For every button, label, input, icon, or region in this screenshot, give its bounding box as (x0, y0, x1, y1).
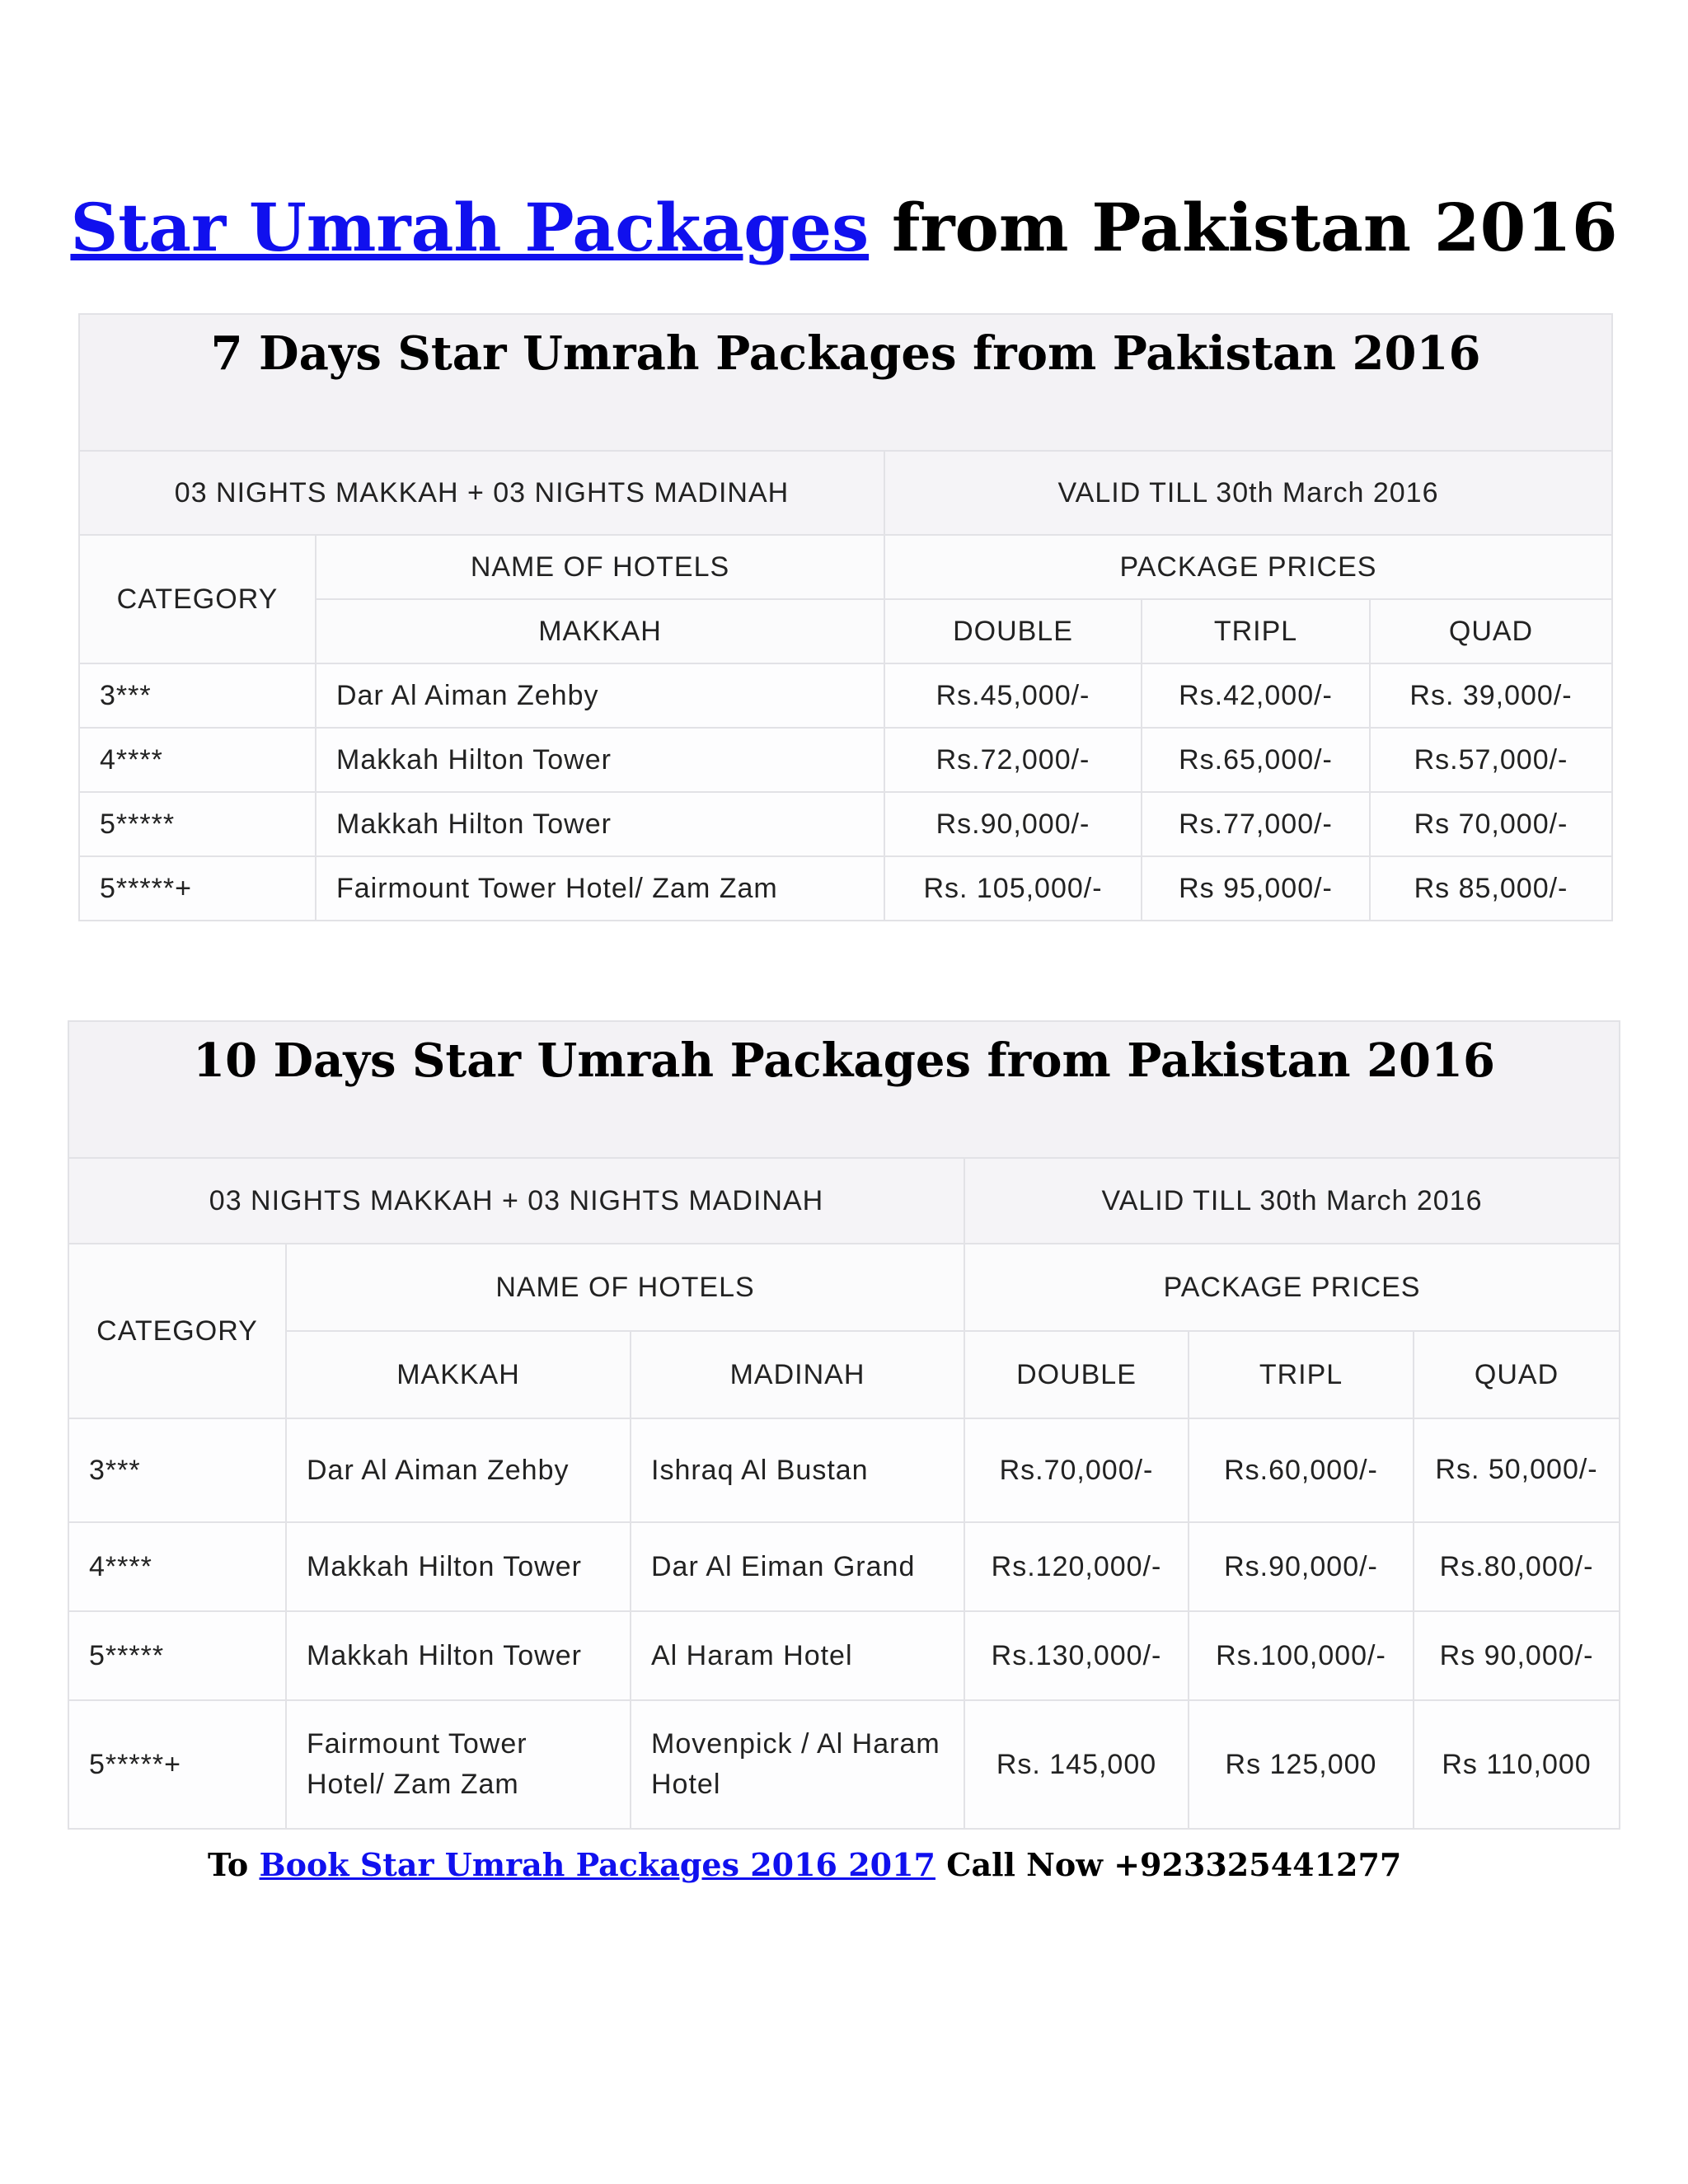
category-header: CATEGORY (79, 535, 316, 663)
table-10-days (68, 1020, 1620, 1830)
table-row (68, 1611, 1620, 1700)
category-cell: 5*****+ (79, 856, 316, 921)
quad-price-cell: Rs 90,000/- (1414, 1611, 1620, 1700)
category-cell: 4**** (79, 728, 316, 792)
madinah-hotel-cell: Al Haram Hotel (631, 1611, 964, 1700)
hotels-header: NAME OF HOTELS (316, 535, 884, 599)
makkah-hotel-cell: Fairmount Tower Hotel/ Zam Zam (286, 1700, 631, 1829)
prices-header: PACKAGE PRICES (964, 1244, 1620, 1331)
table-row (68, 1700, 1620, 1829)
madinah-header: MADINAH (631, 1331, 964, 1418)
madinah-hotel-cell: Dar Al Eiman Grand (631, 1522, 964, 1611)
quad-price-cell: Rs 70,000/- (1370, 792, 1612, 856)
category-header: CATEGORY (68, 1244, 286, 1418)
nights-label: 03 NIGHTS MAKKAH + 03 NIGHTS MADINAH (79, 451, 884, 535)
double-price-cell: Rs.130,000/- (964, 1611, 1189, 1700)
double-price-cell: Rs.90,000/- (884, 792, 1142, 856)
quad-price-cell: Rs.80,000/- (1414, 1522, 1620, 1611)
category-cell: 5***** (79, 792, 316, 856)
table-row (68, 1522, 1620, 1611)
category-cell: 5*****+ (68, 1700, 286, 1829)
makkah-hotel-cell: Makkah Hilton Tower (286, 1522, 631, 1611)
makkah-hotel-cell: Dar Al Aiman Zehby (286, 1418, 631, 1522)
table-heading: 7 Days Star Umrah Packages from Pakistan 2016 (79, 314, 1612, 451)
makkah-hotel-cell: Dar Al Aiman Zehby (316, 663, 884, 728)
category-cell: 3*** (79, 663, 316, 728)
quad-header: QUAD (1414, 1331, 1620, 1418)
quad-header: QUAD (1370, 599, 1612, 663)
category-cell: 5***** (68, 1611, 286, 1700)
tripl-header: TRIPL (1189, 1331, 1414, 1418)
double-price-cell: Rs.120,000/- (964, 1522, 1189, 1611)
double-price-cell: Rs. 105,000/- (884, 856, 1142, 921)
table-row (79, 792, 1612, 856)
quad-price-cell: Rs. 39,000/- (1370, 663, 1612, 728)
quad-price-cell: Rs. 50,000/- (1414, 1418, 1620, 1522)
category-cell: 3*** (68, 1418, 286, 1522)
quad-price-cell: Rs.57,000/- (1370, 728, 1612, 792)
table-row (79, 663, 1612, 728)
tripl-price-cell: Rs.60,000/- (1189, 1418, 1414, 1522)
makkah-hotel-cell: Makkah Hilton Tower (316, 792, 884, 856)
tripl-price-cell: Rs.100,000/- (1189, 1611, 1414, 1700)
footer-call-now: Call Now +923325441277 (946, 1846, 1402, 1883)
madinah-hotel-cell: Movenpick / Al Haram Hotel (631, 1700, 964, 1829)
nights-label: 03 NIGHTS MAKKAH + 03 NIGHTS MADINAH (68, 1158, 964, 1244)
double-price-cell: Rs.70,000/- (964, 1418, 1189, 1522)
makkah-header: MAKKAH (286, 1331, 631, 1418)
hotels-header: NAME OF HOTELS (286, 1244, 964, 1331)
book-packages-link[interactable]: Book Star Umrah Packages 2016 2017 (259, 1846, 935, 1883)
table-row (79, 728, 1612, 792)
tripl-price-cell: Rs.77,000/- (1142, 792, 1370, 856)
double-header: DOUBLE (964, 1331, 1189, 1418)
table-heading: 10 Days Star Umrah Packages from Pakistan 2016 (68, 1021, 1620, 1158)
booking-footer (208, 1846, 1401, 1883)
double-price-cell: Rs.45,000/- (884, 663, 1142, 728)
makkah-hotel-cell: Makkah Hilton Tower (316, 728, 884, 792)
makkah-header: MAKKAH (316, 599, 884, 663)
quad-price-cell: Rs 110,000 (1414, 1700, 1620, 1829)
title-rest: from Pakistan 2016 (891, 189, 1618, 266)
table-row (79, 856, 1612, 921)
makkah-hotel-cell: Makkah Hilton Tower (286, 1611, 631, 1700)
double-price-cell: Rs. 145,000 (964, 1700, 1189, 1829)
tripl-price-cell: Rs 95,000/- (1142, 856, 1370, 921)
tripl-price-cell: Rs.65,000/- (1142, 728, 1370, 792)
prices-header: PACKAGE PRICES (884, 535, 1612, 599)
tripl-price-cell: Rs 125,000 (1189, 1700, 1414, 1829)
page-title (0, 188, 1688, 267)
tripl-header: TRIPL (1142, 599, 1370, 663)
title-link[interactable]: Star Umrah Packages (70, 189, 870, 266)
valid-label: VALID TILL 30th March 2016 (884, 451, 1612, 535)
table-row (68, 1418, 1620, 1522)
tripl-price-cell: Rs.90,000/- (1189, 1522, 1414, 1611)
category-cell: 4**** (68, 1522, 286, 1611)
double-price-cell: Rs.72,000/- (884, 728, 1142, 792)
table-7-days (78, 313, 1613, 921)
makkah-hotel-cell: Fairmount Tower Hotel/ Zam Zam (316, 856, 884, 921)
tripl-price-cell: Rs.42,000/- (1142, 663, 1370, 728)
madinah-hotel-cell: Ishraq Al Bustan (631, 1418, 964, 1522)
double-header: DOUBLE (884, 599, 1142, 663)
footer-prefix: To (208, 1846, 249, 1883)
valid-label: VALID TILL 30th March 2016 (964, 1158, 1620, 1244)
quad-price-cell: Rs 85,000/- (1370, 856, 1612, 921)
